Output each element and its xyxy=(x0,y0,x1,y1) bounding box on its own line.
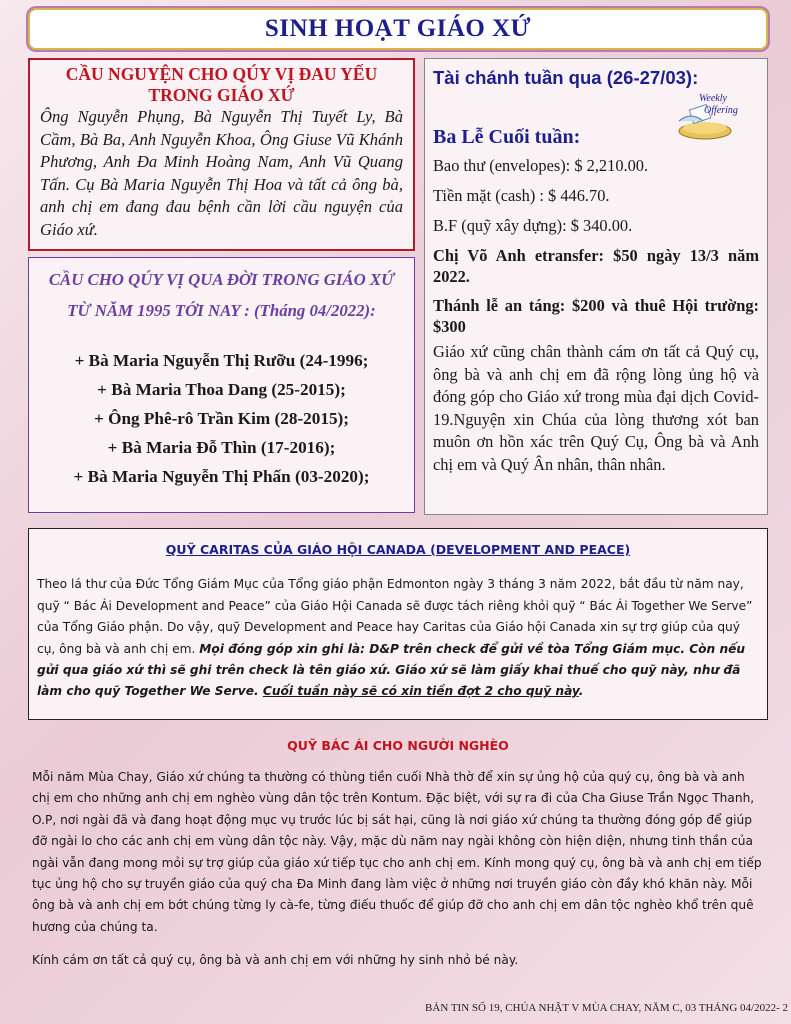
finance-title: Tài chánh tuần qua (26-27/03): xyxy=(433,67,699,88)
page-footer: BẢN TIN SỐ 19, CHÚA NHẬT V MÙA CHAY, NĂM C, 03 THÁNG 04/2022- 2 xyxy=(425,1002,788,1014)
finance-subtitle: Ba Lễ Cuối tuần: xyxy=(433,126,581,148)
logo-offering-text: Offering xyxy=(704,105,738,116)
caritas-title: QUỸ CARITAS CỦA GIÁO HỘI CANADA (DEVELOPMENT AND PEACE) xyxy=(165,542,631,557)
deceased-item: + Bà Maria Nguyễn Thị Phấn (03-2020); xyxy=(73,467,370,486)
deceased-item: + Ông Phê-rô Trần Kim (28-2015); xyxy=(93,409,349,428)
charity-body: Mỗi năm Mùa Chay, Giáo xứ chúng ta thường có thùng tiền cuối Nhà thờ để xin sự ủng hộ của quý cụ, ông bà và anh chị em cho những anh chị em nghèo vùng dân tộc trên Kontum. Đặc biệt, với sự ra đi của Cha Giuse Trần Ngọc Thanh, O.P, nơi ngài đã và đang hoạt động mục vụ trước lúc bị sát hại, cũng là nơi giáo xứ chúng ta thường đóng góp để giúp đỡ ngài lo cho các anh chị em vùng dân tộc này. Vậy, mặc dù năm nay ngài không còn hiện diện, nhưng tinh thần của ngài vẫn đang mong mỏi sự trợ giúp của giáo xứ tiếp tục cho anh chị em. Kính mong quý cụ, ông bà và anh chị em tiếp tục ủng hộ cho sự truyền giáo của quý cha Đa Minh đang làm việc ở những nơi truyền giáo còn đầy khó khăn này. Mỗi ông bà và anh chị em bớt chúng từng ly cà-fe, từng điếu thuốc để giúp đỡ cho anh chị em dân tộc nghèo khổ trên quê hương của chúng ta. xyxy=(32,770,762,934)
finance-section xyxy=(424,58,768,515)
pray-dead-title: CẦU CHO QÚY VỊ QUA ĐỜI TRONG GIÁO XỨ TỪ NĂM 1995 TỚI NAY : (Tháng 04/2022): xyxy=(48,270,395,320)
charity-title: QUỸ BÁC ÁI CHO NGƯỜI NGHÈO xyxy=(287,738,509,753)
deceased-list xyxy=(37,346,406,491)
caritas-body-emphasis: Mọi đóng góp xin ghi là: D&P trên check để gửi về tòa Tổng Giám mục. Còn nếu gửi qua giáo xứ thì sẽ ghi trên check là tên giáo xứ. Giáo xứ sẽ làm giấy khai thuế cho quỹ này, như đã làm cho quỹ Together We Serve. xyxy=(37,641,746,699)
deceased-item: + Bà Maria Đỗ Thìn (17-2016); xyxy=(107,438,336,457)
weekly-offering-icon xyxy=(669,91,741,143)
pray-sick-body: Ông Nguyễn Phụng, Bà Nguyễn Thị Tuyết Ly, Bà Cầm, Bà Ba, Anh Nguyễn Khoa, Ông Giuse Vũ Khánh Phương, Anh Đa Minh Hoàng Nam, Anh Vũ Quang Tấn. Cụ Bà Maria Nguyễn Thị Hoa và tất cả ông bà, anh chị em đang đau bệnh cần lời cầu nguyện của Giáo xứ. xyxy=(40,107,403,239)
pray-sick-title: CẦU NGUYỆN CHO QÚY VỊ ĐAU YẾU TRONG GIÁO XỨ xyxy=(65,64,378,105)
finance-line: B.F (quỹ xây dựng): $ 340.00. xyxy=(433,216,633,235)
caritas-body xyxy=(37,574,759,702)
caritas-body-underlined: Cuối tuần này sẽ có xin tiền đợt 2 cho quỹ này xyxy=(262,684,579,699)
caritas-body-plain: Theo lá thư của Đức Tổng Giám Mục của Tổng giáo phận Edmonton ngày 3 tháng 3 năm 2022, bắt đầu từ năm nay, quỹ “ Bác Ái Development and Peace” của Giáo Hội Canada sẽ được tách riêng khỏi quỹ “ Bác Ái Together We Serve” của Tổng Giáo phận. Do vậy, quỹ Development and Peace hay Caritas của Giáo hội Canada xin sự trợ giúp của quý cụ, ông bà và anh chị em. xyxy=(37,577,753,656)
finance-line: Tiền mặt (cash) : $ 446.70. xyxy=(433,186,610,205)
charity-section xyxy=(28,738,768,993)
pray-dead-section xyxy=(28,257,415,513)
deceased-item: + Bà Maria Thoa Dang (25-2015); xyxy=(97,380,346,399)
logo-weekly-text: Weekly xyxy=(699,93,727,104)
caritas-section xyxy=(28,528,768,720)
charity-closing: Kính cám ơn tất cả quý cụ, ông bà và anh chị em với những hy sinh nhỏ bé này. xyxy=(32,953,519,968)
finance-bold-line: Thánh lễ an táng: $200 và thuê Hội trường: $300 xyxy=(433,296,759,336)
finance-line: Bao thư (envelopes): $ 2,210.00. xyxy=(433,156,649,175)
page-title: SINH HOẠT GIÁO XỨ xyxy=(264,15,532,42)
deceased-item: + Bà Maria Nguyễn Thị Rưỡu (24-1996; xyxy=(74,351,369,370)
finance-bold-line: Chị Võ Anh etransfer: $50 ngày 13/3 năm 2022. xyxy=(433,246,759,286)
caritas-body-end: . xyxy=(578,684,584,699)
page-header xyxy=(28,8,768,50)
pray-sick-section xyxy=(28,58,415,251)
finance-thanks: Giáo xứ cũng chân thành cám ơn tất cả Quý cụ, ông bà và anh chị em đã rộng lòng ủng hộ và đóng góp cho Giáo xứ trong mùa đại dịch Covid-19.Nguyện xin Chúa của lòng thương xót ban muôn ơn hồn xác trên Quý Cụ, Ông bà và Anh chị em và Quý Ân nhân, thân nhân. xyxy=(433,342,759,474)
